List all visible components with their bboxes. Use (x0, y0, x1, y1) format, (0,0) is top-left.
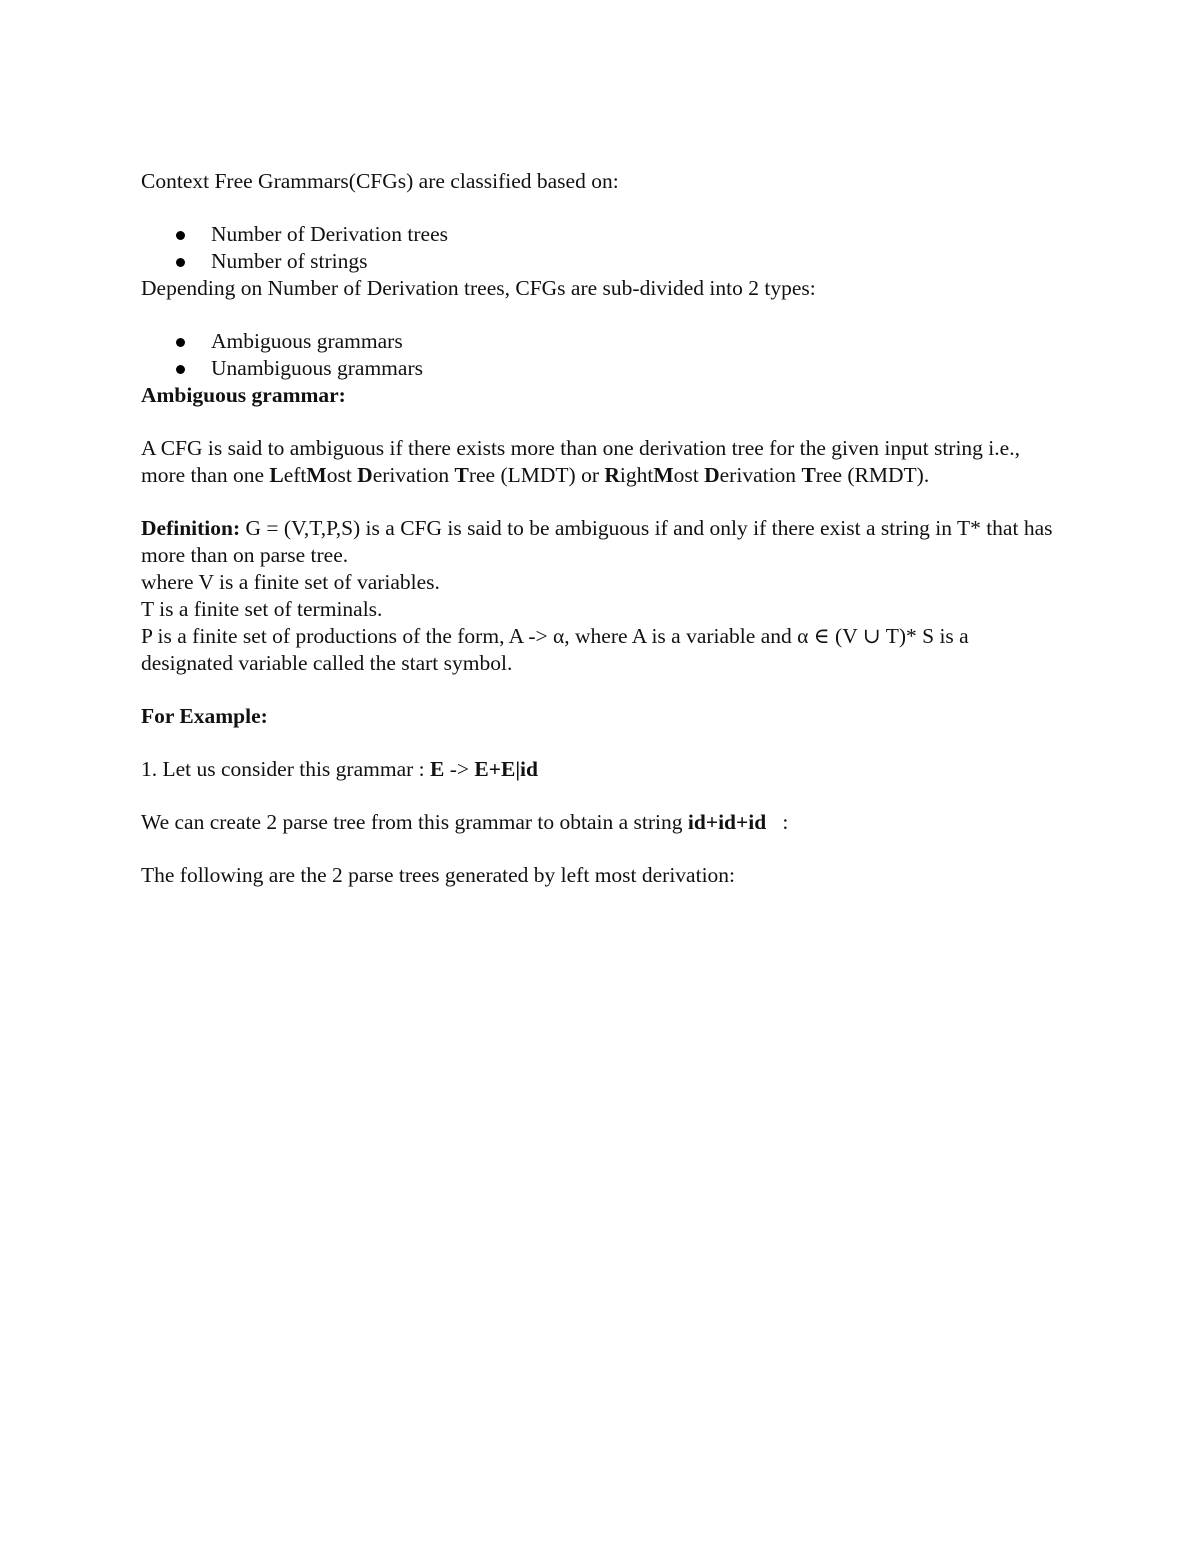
ambiguous-text: ree (LMDT) or (468, 463, 605, 487)
parse-tree-string: id+id+id (687, 810, 767, 834)
ambiguous-bold: M (653, 463, 674, 487)
list-item (141, 248, 1061, 275)
ambiguous-text: A CFG is said to ambiguous if there exists more than one derivation tree for the given input string i.e., more than one (141, 436, 1020, 487)
ambiguous-text: ree (RMDT). (815, 463, 930, 487)
ambiguous-heading (141, 382, 1061, 409)
ambiguous-heading-text: Ambiguous grammar: (141, 383, 346, 407)
ambiguous-text: ost (673, 463, 705, 487)
list-item (141, 328, 1061, 355)
types-list (141, 328, 1061, 382)
parse-tree-text: We can create 2 parse tree from this grammar to obtain a string (141, 810, 688, 834)
list-item-label: Ambiguous grammars (211, 329, 403, 353)
bullet-icon (176, 338, 185, 347)
intro-c: C (141, 169, 156, 193)
ambiguous-text: erivation (372, 463, 455, 487)
list-item-label: Unambiguous grammars (211, 356, 423, 380)
example-1-text: 1. Let us consider this grammar : (141, 757, 430, 781)
bullet-icon (176, 258, 185, 267)
parse-tree-tail: : (766, 810, 789, 834)
example-1-bold: E (430, 757, 445, 781)
ambiguous-paragraph (141, 435, 1061, 489)
ambiguous-bold: D (704, 463, 720, 487)
definition-line-3: T is a finite set of terminals. (141, 597, 383, 621)
depending-paragraph: Depending on Number of Derivation trees, CFGs are sub-divided into 2 types: (141, 276, 816, 300)
intro-text-3: rammars(CFGs) are classified based on: (273, 169, 619, 193)
ambiguous-text: ost (326, 463, 358, 487)
example-1-production: E+E|id (474, 757, 538, 781)
list-item-label: Number of strings (211, 249, 368, 273)
list-item-label: Number of Derivation trees (211, 222, 449, 246)
example-heading-text: For Example: (141, 704, 268, 728)
example-1-arrow: -> (444, 757, 475, 781)
definition-label: Definition: (141, 516, 241, 540)
ambiguous-bold: M (306, 463, 327, 487)
classification-list (141, 221, 1061, 275)
definition-line-4: P is a finite set of productions of the form, A -> α, where A is a variable and α ∈ (V ∪ T)* S is a designated variable called the start symbol. (141, 624, 969, 675)
following-paragraph: The following are the 2 parse trees generated by left most derivation: (141, 863, 736, 887)
ambiguous-text: eft (283, 463, 307, 487)
definition-line-2: where V is a finite set of variables. (141, 570, 440, 594)
intro-text-1: ontext F (155, 169, 227, 193)
example-heading (141, 703, 1061, 730)
ambiguous-bold: T (801, 463, 816, 487)
ambiguous-text: erivation (719, 463, 802, 487)
definition-text: G = (V,T,P,S) is a CFG is said to be ambiguous if and only if there exist a string in T* that has more than on parse tree. (141, 516, 1053, 567)
example-1-paragraph (141, 756, 1061, 783)
ambiguous-bold: T (454, 463, 469, 487)
ambiguous-bold: D (357, 463, 373, 487)
definition-line-1 (141, 515, 1061, 569)
list-item (141, 221, 1061, 248)
parse-tree-paragraph (141, 809, 1061, 836)
ambiguous-text: ight (619, 463, 654, 487)
intro-text-2: ree G (226, 169, 274, 193)
document-content (141, 168, 1061, 889)
ambiguous-bold: R (604, 463, 620, 487)
ambiguous-bold: L (269, 463, 284, 487)
list-item (141, 355, 1061, 382)
bullet-icon (176, 365, 185, 374)
definition-paragraph (141, 515, 1061, 677)
intro-paragraph (141, 168, 1061, 195)
bullet-icon (176, 231, 185, 240)
